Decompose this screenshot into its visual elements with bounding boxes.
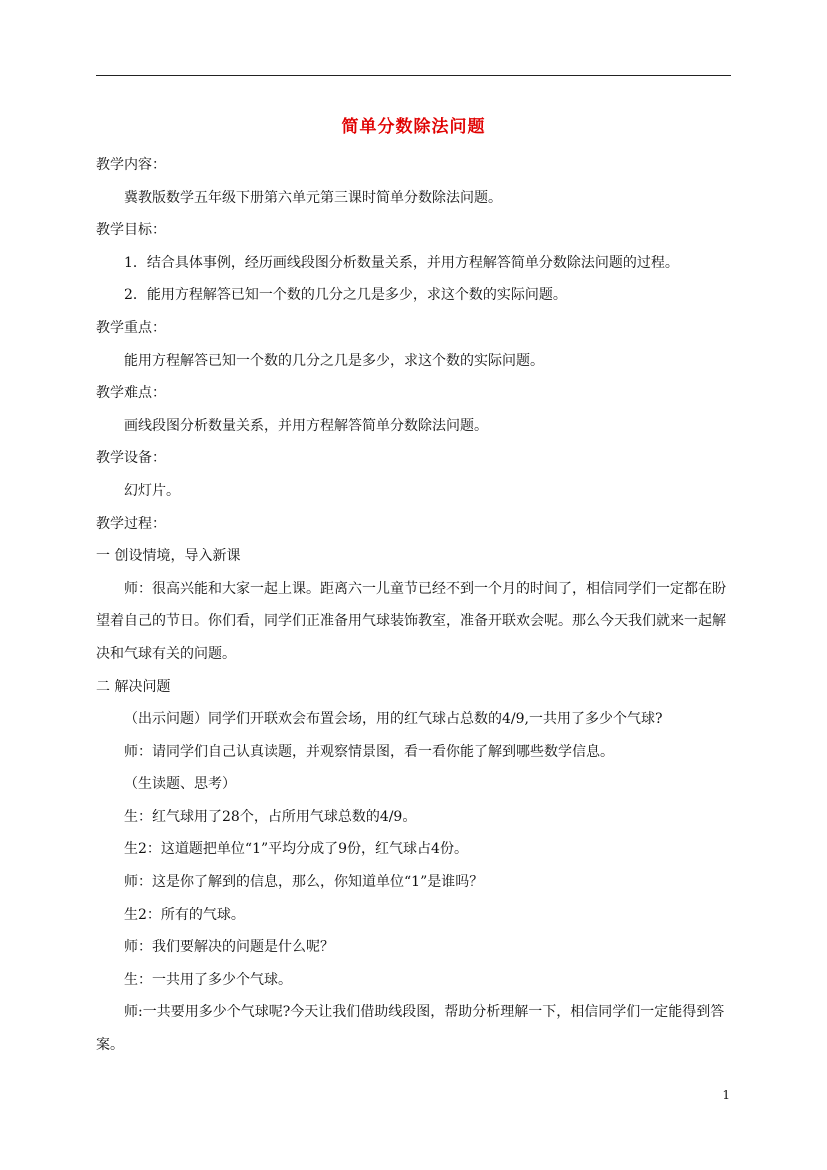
- subsection-heading: 二 解决问题: [96, 678, 171, 695]
- section-heading: 教学过程：: [96, 515, 166, 532]
- page-number: 1: [722, 1088, 730, 1102]
- header-rule: [96, 75, 731, 76]
- paragraph: 1．结合具体事例，经历画线段图分析数量关系，并用方程解答简单分数除法问题的过程。: [124, 254, 679, 271]
- paragraph: 冀教版数学五年级下册第六单元第三课时简单分数除法问题。: [124, 189, 502, 206]
- paragraph: 2．能用方程解答已知一个数的几分之几是多少，求这个数的实际问题。: [124, 287, 567, 304]
- document-body: [96, 149, 731, 1062]
- section-heading: 教学难点：: [96, 385, 166, 402]
- paragraph: 师：很高兴能和大家一起上课。距离六一儿童节已经不到一个月的时间了，相信同学们一定都在盼望着自己的节日。你们看，同学们正准备用气球装饰教室，准备开联欢会呢。那么今天我们就来一起解决和气球有关的问题。: [96, 580, 726, 662]
- paragraph: 师：请同学们自己认真读题，并观察情景图，看一看你能了解到哪些数学信息。: [124, 743, 614, 760]
- paragraph: 生：红气球用了28个，占所用气球总数的4/9。: [124, 808, 417, 825]
- paragraph: 幻灯片。: [124, 482, 180, 499]
- paragraph: 师：我们要解决的问题是什么呢？: [124, 939, 334, 956]
- paragraph: 画线段图分析数量关系，并用方程解答简单分数除法问题。: [124, 417, 488, 434]
- paragraph: （出示问题）同学们开联欢会布置会场，用的红气球占总数的4/9,一共用了多少个气球?: [124, 711, 663, 728]
- paragraph: 生2：这道题把单位“1”平均分成了9份，红气球占4份。: [124, 841, 468, 858]
- section-heading: 教学目标：: [96, 222, 166, 239]
- paragraph: 生：一共用了多少个气球。: [124, 971, 292, 988]
- section-heading: 教学重点：: [96, 319, 166, 336]
- section-heading: 教学设备：: [96, 450, 166, 467]
- paragraph: 师：这是你了解到的信息，那么，你知道单位“1”是谁吗？: [124, 874, 484, 891]
- paragraph: 生2：所有的气球。: [124, 906, 245, 923]
- section-heading: 教学内容：: [96, 157, 166, 173]
- paragraph: 能用方程解答已知一个数的几分之几是多少，求这个数的实际问题。: [124, 352, 544, 369]
- document-title: 简单分数除法问题: [341, 117, 486, 137]
- subsection-heading: 一 创设情境，导入新课: [96, 548, 241, 565]
- paragraph: 师:一共要用多少个气球呢?今天让我们借助线段图，帮助分析理解一下，相信同学们一定能得到答案。: [96, 1004, 725, 1054]
- paragraph: （生读题、思考）: [124, 776, 236, 793]
